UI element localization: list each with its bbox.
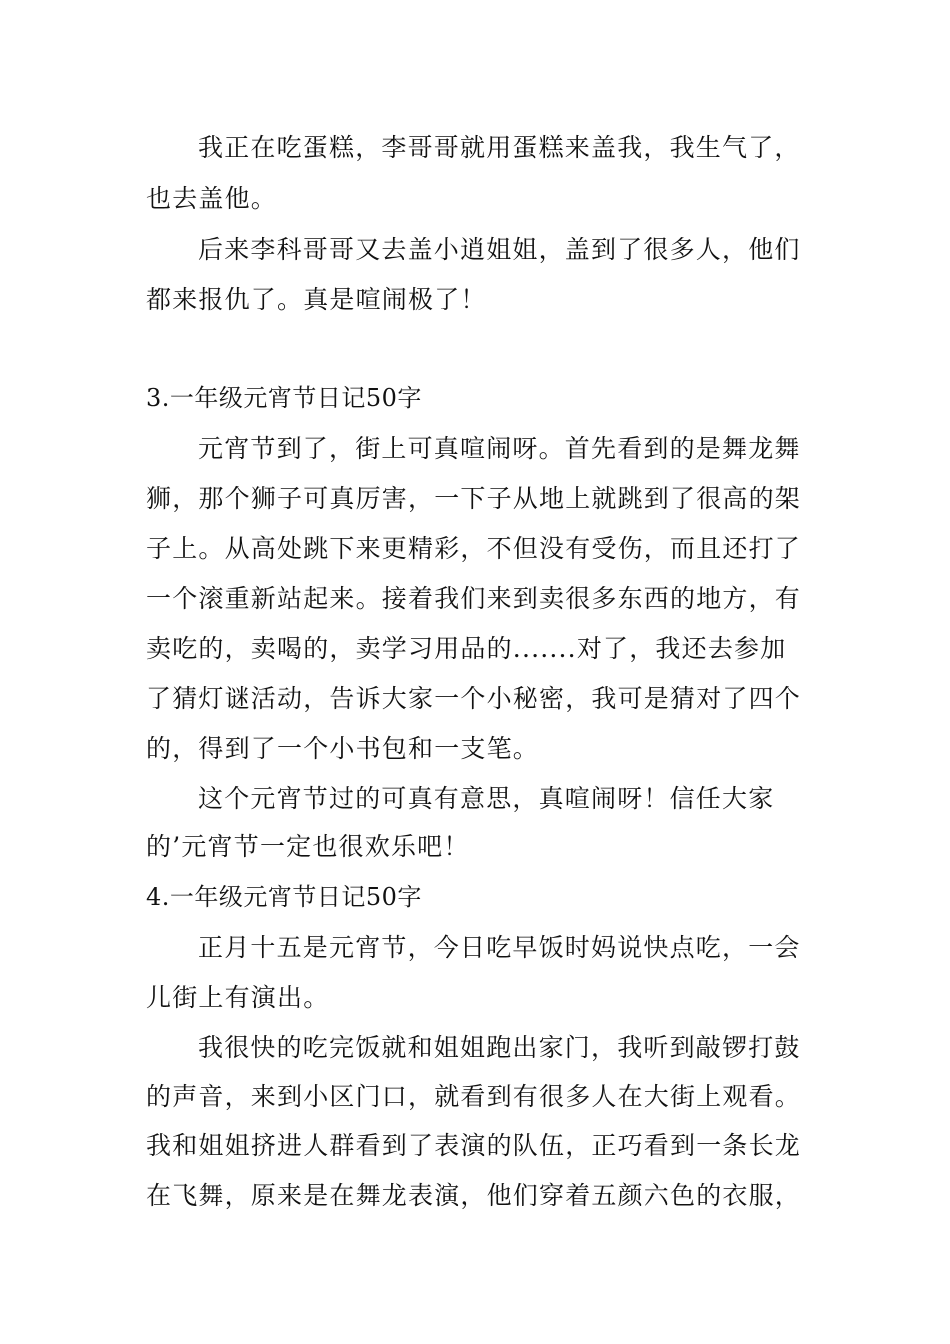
text-line: 儿街上有演出。 — [146, 983, 330, 1012]
text-line: 狮，那个狮子可真厉害，一下子从地上就跳到了很高的架 — [146, 484, 802, 513]
text-line: 的声音，来到小区门口，就看到有很多人在大街上观看。 — [146, 1082, 802, 1111]
section-heading: 3.一年级元宵节日记50字 — [146, 384, 422, 412]
text-line: 我和姐姐挤进人群看到了表演的队伍，正巧看到一条长龙 — [146, 1131, 802, 1160]
text-line: 都来报仇了。真是喧闹极了！ — [146, 285, 487, 314]
text-line: 的，得到了一个小书包和一支笔。 — [146, 734, 540, 763]
text-line: 的’元宵节一定也很欢乐吧！ — [146, 832, 470, 861]
text-line: 卖吃的，卖喝的，卖学习用品的.......对了，我还去参加 — [146, 634, 787, 663]
text-line: 一个滚重新站起来。接着我们来到卖很多东西的地方，有 — [146, 584, 802, 613]
text-line: 正月十五是元宵节，今日吃早饭时妈说快点吃，一会 — [198, 933, 801, 962]
text-line: 子上。从高处跳下来更精彩，不但没有受伤，而且还打了 — [146, 534, 802, 563]
text-line: 了猜灯谜活动，告诉大家一个小秘密，我可是猜对了四个 — [146, 684, 802, 713]
text-line: 我很快的吃完饭就和姐姐跑出家门，我听到敲锣打鼓 — [198, 1033, 801, 1062]
text-line: 在飞舞，原来是在舞龙表演，他们穿着五颜六色的衣服， — [146, 1181, 802, 1210]
text-line: 这个元宵节过的可真有意思，真喧闹呀！信任大家 — [198, 784, 775, 813]
text-line: 也去盖他。 — [146, 184, 278, 213]
text-line: 元宵节到了，街上可真喧闹呀。首先看到的是舞龙舞 — [198, 434, 801, 463]
text-line: 后来李科哥哥又去盖小逍姐姐，盖到了很多人，他们 — [198, 235, 801, 264]
section-heading: 4.一年级元宵节日记50字 — [146, 883, 422, 911]
text-line: 我正在吃蛋糕，李哥哥就用蛋糕来盖我，我生气了， — [198, 133, 801, 162]
